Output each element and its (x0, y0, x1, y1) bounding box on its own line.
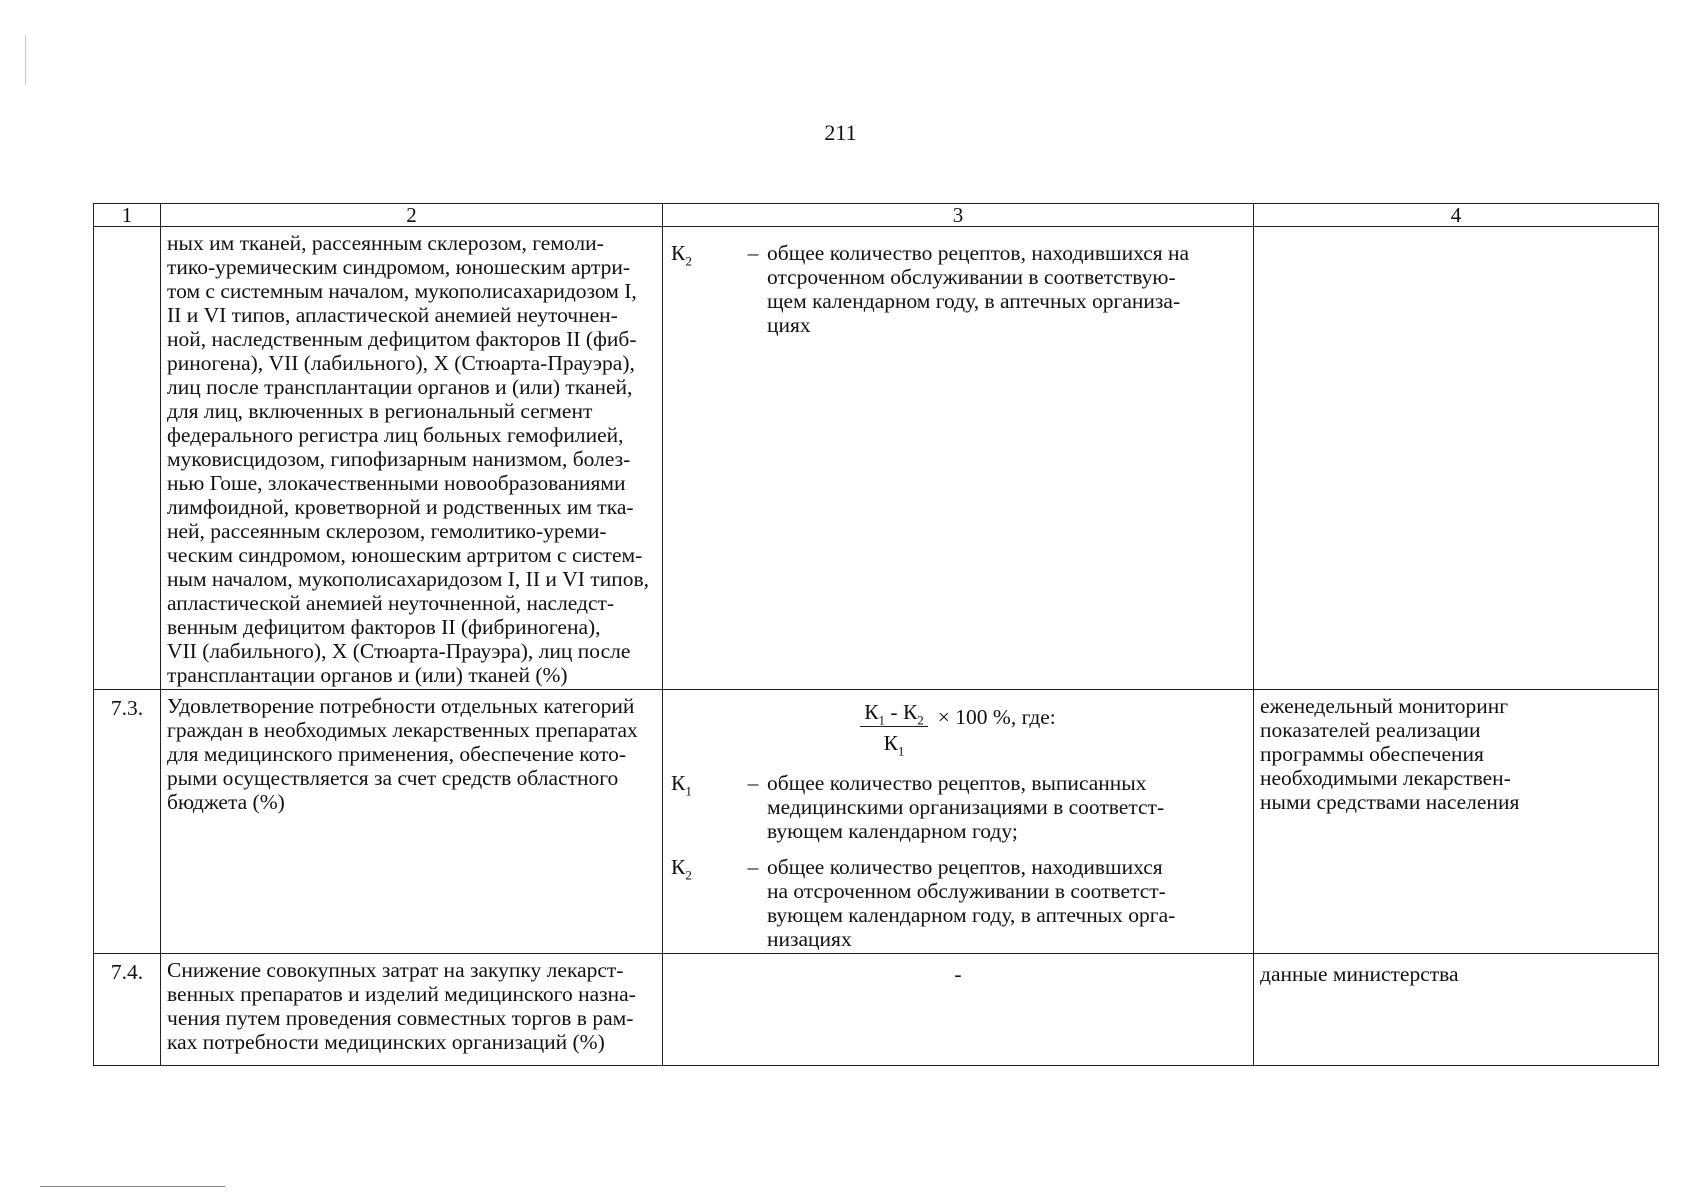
text-line: ных им тканей, рассеянным склерозом, гемоли- (167, 231, 604, 255)
text-line: нью Гоше, злокачественными новообразованиями (167, 471, 626, 495)
text-line: ческим синдромом, юношеским артритом с систем- (167, 543, 643, 567)
text-line: для лиц, включенных в региональный сегмент (167, 399, 593, 423)
definition-dash: – (747, 771, 759, 795)
formula (669, 700, 1247, 759)
variable-definition-k2 (669, 241, 1207, 337)
text-line: апластической анемией неуточненной, наследст- (167, 591, 615, 615)
variable-definition-k1 (669, 771, 1207, 843)
footnote-rule (40, 1186, 225, 1187)
text-line: еженедельный мониторинг (1260, 694, 1509, 718)
formula-numerator: $К_1 - К_2$ (860, 700, 928, 727)
text-line: бюджета (%) (167, 790, 285, 814)
indicator-description (161, 690, 663, 954)
text-line: для медицинского применения, обеспечение кото- (167, 742, 627, 766)
text-line: чения путем проведения совместных торгов в рам- (167, 1006, 634, 1030)
calculation-method: - (663, 954, 1254, 1066)
definition-text: общее количество рецептов, находившихся на отсроченном обслуживании в соответст- вующем календарном году, в аптечных орга- низациях (767, 855, 1176, 951)
text-line: Снижение совокупных затрат на закупку лекарст- (167, 958, 624, 982)
header-col-4: 4 (1254, 204, 1659, 227)
header-col-3: 3 (663, 204, 1254, 227)
text-line: риногена), VII (лабильного), X (Стюарта-Прауэра), (167, 351, 635, 375)
indicator-description (161, 227, 663, 690)
table-row-7-3 (94, 690, 1659, 954)
table-header-row (94, 204, 1659, 227)
definition-dash: – (747, 241, 759, 265)
text-line: лимфоидной, кроветворной и родственных им тка- (167, 495, 634, 519)
text-line: федерального регистра лиц больных гемофилией, (167, 423, 624, 447)
variable-symbol: $К_2$ (671, 855, 692, 883)
text-line: тико-уремическим синдромом, юношеским артри- (167, 255, 631, 279)
definition-dash: – (747, 855, 759, 879)
variable-definition-k2 (669, 855, 1207, 951)
variable-symbol: $К_1$ (671, 771, 692, 799)
text-line: муковисцидозом, гипофизарным нанизмом, болез- (167, 447, 631, 471)
calculation-method (663, 227, 1254, 690)
text-line: граждан в необходимых лекарственных препаратах (167, 718, 638, 742)
text-line: программы обеспечения (1260, 742, 1484, 766)
text-line: II и VI типов, апластической анемией неуточнен- (167, 303, 618, 327)
row-number (94, 227, 161, 690)
table-row-7-4 (94, 954, 1659, 1066)
text-line: венным дефицитом факторов II (фибриногена), (167, 615, 601, 639)
data-source (1254, 954, 1659, 1066)
indicator-description (161, 954, 663, 1066)
header-col-1: 1 (94, 204, 161, 227)
row-number: 7.3. (94, 690, 161, 954)
calculation-method (663, 690, 1254, 954)
indicator-table (93, 203, 1659, 1066)
row-number: 7.4. (94, 954, 161, 1066)
text-line: трансплантации органов и (или) тканей (%) (167, 663, 568, 687)
text-line: ной, наследственным дефицитом факторов II (фиб- (167, 327, 637, 351)
text-line: ках потребности медицинских организаций (%) (167, 1030, 605, 1054)
formula-denominator: $К_1$ (883, 731, 905, 759)
text-line: VII (лабильного), X (Стюарта-Прауэра), лиц после (167, 639, 631, 663)
data-source (1254, 690, 1659, 954)
text-line: том с системным началом, мукополисахаридозом I, (167, 279, 637, 303)
formula-fraction (860, 700, 928, 759)
text-line: венных препаратов и изделий медицинского назна- (167, 982, 636, 1006)
text-line: рыми осуществляется за счет средств областного (167, 766, 619, 790)
table-row-continuation (94, 227, 1659, 690)
text-line: необходимыми лекарствен- (1260, 766, 1511, 790)
page-number: 211 (824, 120, 857, 145)
variable-symbol: $К_2$ (671, 241, 692, 269)
formula-multiplier: × 100 %, где: (937, 704, 1056, 729)
data-source (1254, 227, 1659, 690)
text-line: данные министерства (1260, 962, 1459, 986)
text-line: показателей реализации (1260, 718, 1481, 742)
definition-text: общее количество рецептов, выписанных медицинскими организациями в соответст- вующем календарном году; (767, 771, 1165, 843)
text-line: Удовлетворение потребности отдельных категорий (167, 694, 635, 718)
text-line: ным началом, мукополисахаридозом I, II и VI типов, (167, 567, 649, 591)
text-line: лиц после трансплантации органов и (или) тканей, (167, 375, 633, 399)
text-line: ней, рассеянным склерозом, гемолитико-уреми- (167, 519, 607, 543)
header-col-2: 2 (161, 204, 663, 227)
text-line: ными средствами населения (1260, 790, 1520, 814)
definition-text: общее количество рецептов, находившихся на отсроченном обслуживании в соответствую- щем календарном году, в аптечных организа- циях (767, 241, 1190, 337)
margin-mark (25, 35, 26, 85)
